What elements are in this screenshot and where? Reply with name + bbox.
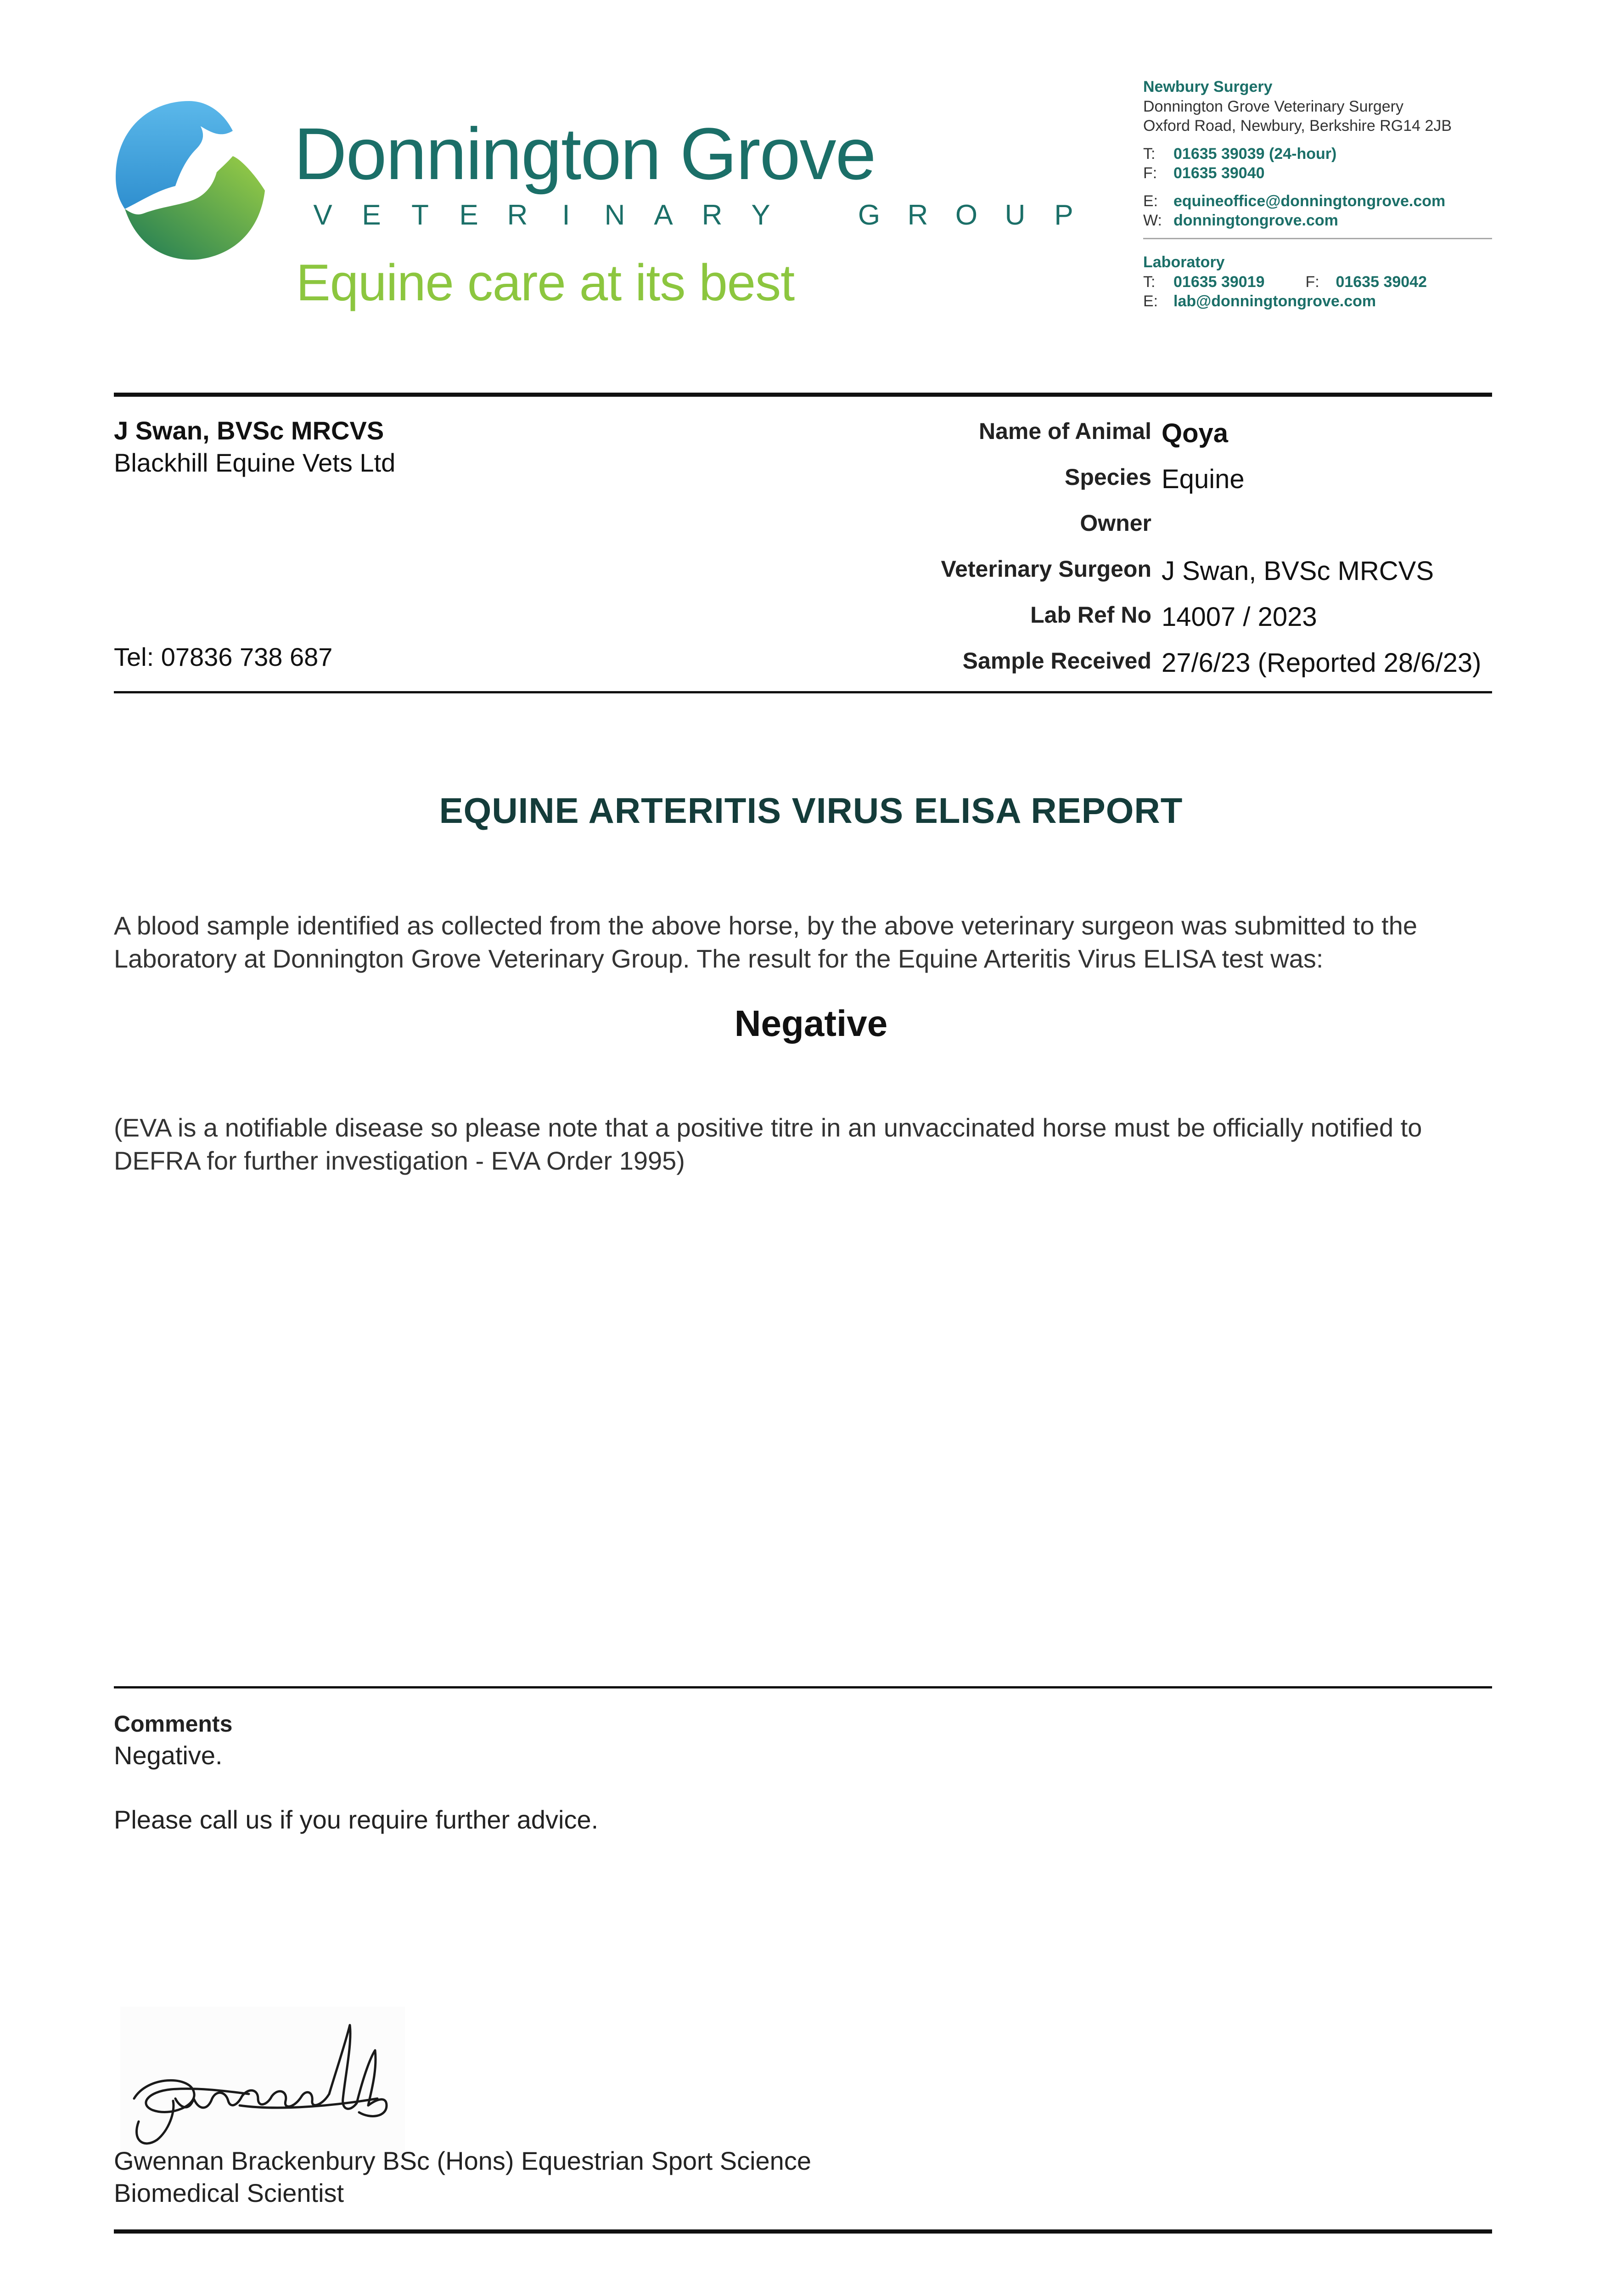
comments-text: Negative. xyxy=(114,1741,223,1770)
brand-letter: R xyxy=(507,199,528,231)
surgery-title: Newbury Surgery xyxy=(1143,78,1273,96)
lab-ref-value: 14007 / 2023 xyxy=(1162,602,1317,632)
brand-letter: P xyxy=(1054,199,1073,231)
laboratory-tel[interactable]: 01635 39019 xyxy=(1173,273,1265,291)
signatory-name: Gwennan Brackenbury BSc (Hons) Equestrian Sport Science xyxy=(114,2146,811,2175)
brand-tagline: Equine care at its best xyxy=(296,254,795,311)
surgery-fax: 01635 39040 xyxy=(1173,164,1265,182)
brand-letter: N xyxy=(604,199,625,231)
sample-received-value: 27/6/23 (Reported 28/6/23) xyxy=(1162,648,1482,678)
laboratory-email-link[interactable]: lab@donningtongrove.com xyxy=(1173,293,1376,310)
vet-label: Veterinary Surgeon xyxy=(941,556,1151,582)
recipient-tel: Tel: 07836 738 687 xyxy=(114,642,333,671)
owner-label: Owner xyxy=(1080,510,1151,536)
report-title: EQUINE ARTERITIS VIRUS ELISA REPORT xyxy=(439,790,1183,831)
report-intro: A blood sample identified as collected from the above horse, by the above veterinary surgeon was submitted to the Laboratory at Donnington Grove Veterinary Group. The result for the Equine Arteritis Virus ELISA test was: xyxy=(114,911,1417,973)
laboratory-fax: 01635 39042 xyxy=(1336,273,1427,291)
brand-letter: E xyxy=(362,199,381,231)
surgery-address-line1: Donnington Grove Veterinary Surgery xyxy=(1143,97,1403,115)
laboratory-title: Laboratory xyxy=(1143,253,1225,271)
comments-label: Comments xyxy=(114,1711,233,1737)
animal-name: Qoya xyxy=(1162,418,1229,448)
recipient-name: J Swan, BVSc MRCVS xyxy=(114,416,384,445)
species-value: Equine xyxy=(1162,464,1245,494)
advice-text: Please call us if you require further advice. xyxy=(114,1805,599,1834)
surgery-tel[interactable]: 01635 39039 (24-hour) xyxy=(1173,145,1337,163)
surgery-tel-label: T: xyxy=(1143,145,1156,163)
species-label: Species xyxy=(1064,464,1151,490)
footer-rule xyxy=(114,2229,1492,2234)
surgery-web-link[interactable]: donningtongrove.com xyxy=(1173,212,1338,229)
brand-letter: R xyxy=(702,199,723,231)
laboratory-contact xyxy=(1143,253,1427,311)
brand-letter: E xyxy=(459,199,478,231)
brand-group xyxy=(298,201,1088,230)
brand-letter: A xyxy=(654,199,673,231)
surgery-fax-label: F: xyxy=(1143,164,1157,182)
laboratory-email-label: E: xyxy=(1143,293,1158,310)
brand-name: Donnington Grove xyxy=(294,113,876,195)
contact-divider xyxy=(1143,238,1492,239)
comments-rule xyxy=(114,1686,1492,1688)
report-note: (EVA is a notifiable disease so please note that a positive titre in an unvaccinated horse must be officially notified to DEFRA for further investigation - EVA Order 1995) xyxy=(114,1113,1422,1175)
brand-letter: Y xyxy=(751,199,770,231)
surgery-email-label: E: xyxy=(1143,192,1158,210)
brand-letter: G xyxy=(858,199,881,231)
recipient-company: Blackhill Equine Vets Ltd xyxy=(114,448,396,477)
vet-value: J Swan, BVSc MRCVS xyxy=(1162,556,1434,586)
brand-letter: R xyxy=(907,199,928,231)
laboratory-tel-label: T: xyxy=(1143,273,1156,291)
sample-received-label: Sample Received xyxy=(962,648,1151,674)
lab-ref-label: Lab Ref No xyxy=(1030,602,1151,628)
brand-letter: U xyxy=(1005,199,1026,231)
brand-letter: V xyxy=(313,199,332,231)
header-rule xyxy=(114,393,1492,397)
surgery-address-line2: Oxford Road, Newbury, Berkshire RG14 2JB xyxy=(1143,117,1452,135)
surgery-web-label: W: xyxy=(1143,212,1162,229)
signatory-role: Biomedical Scientist xyxy=(114,2178,344,2207)
logo-icon xyxy=(107,99,272,264)
surgery-email-link[interactable]: equineoffice@donningtongrove.com xyxy=(1173,192,1446,210)
brand-letter: I xyxy=(562,199,570,231)
animal-name-label: Name of Animal xyxy=(978,418,1151,444)
brand-letter: T xyxy=(411,199,429,231)
brand-letter: O xyxy=(955,199,978,231)
signature-icon xyxy=(120,2007,405,2158)
surgery-contact xyxy=(1143,77,1452,231)
test-result: Negative xyxy=(734,1003,888,1044)
info-rule xyxy=(114,691,1492,693)
laboratory-fax-label: F: xyxy=(1305,273,1319,291)
